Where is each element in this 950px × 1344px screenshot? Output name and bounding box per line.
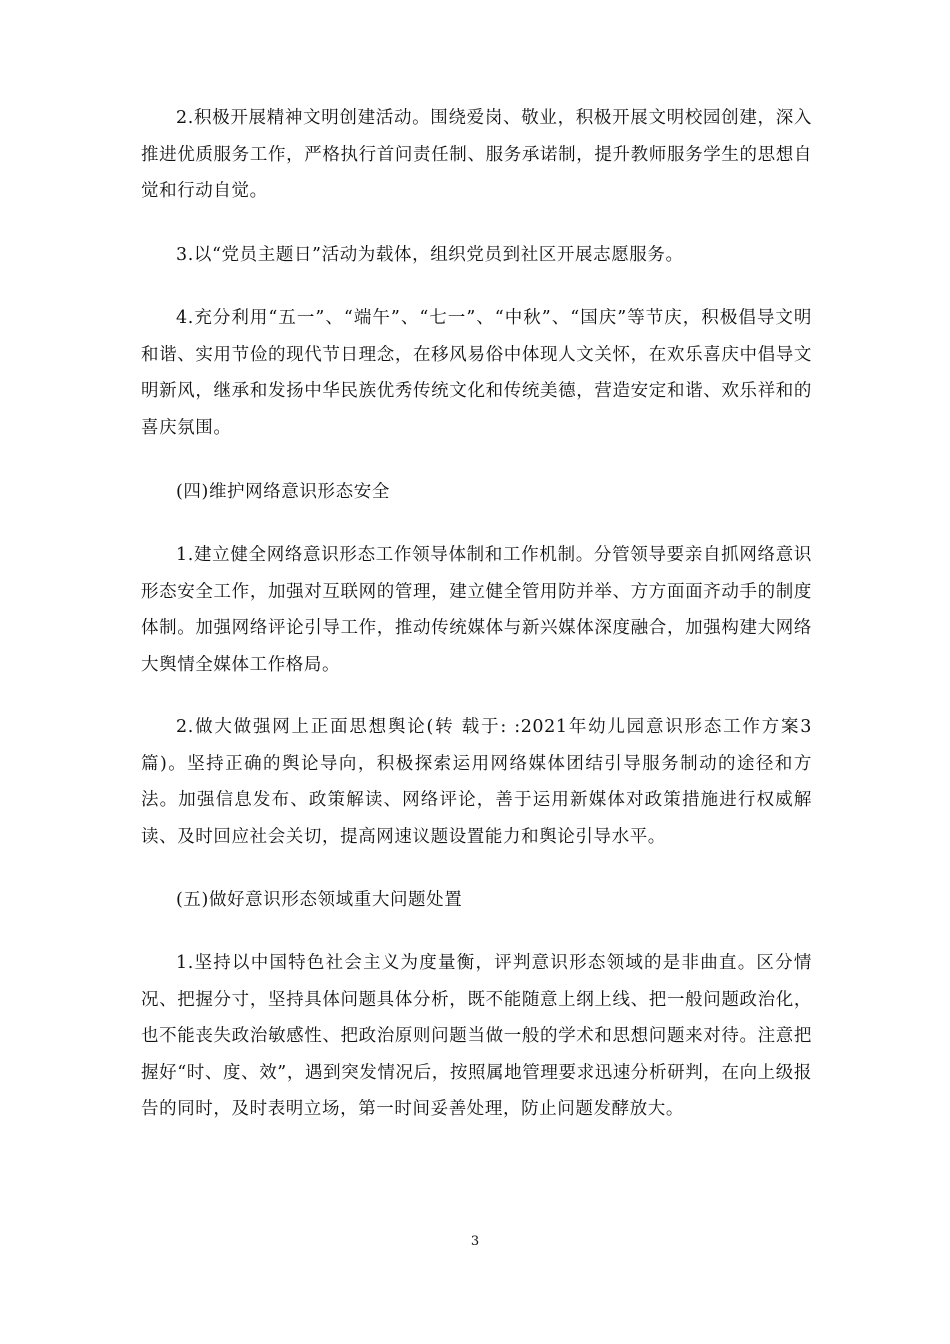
paragraph-party-member-day: 3.以“党员主题日”活动为载体，组织党员到社区开展志愿服务。 [176,245,684,265]
section-heading-major-issues: (五)做好意识形态领域重大问题处置 [176,890,463,910]
paragraph-online-opinion: 2.做大做强网上正面思想舆论(转 载于: :2021年幼儿园意识形态工作方案3篇)。坚持正确的舆论导向，积极探索运用网络媒体团结引导服务制动的途径和方法。加强信息发布、政策解读、网络评论，善于运用新媒体对政策措施进行权威解读、及时回应社会关切，提高网速议题设置能力和舆论引导水平。 [141,717,812,847]
paragraph-festivals: 4.充分利用“五一”、“端午”、“七一”、“中秋”、“国庆”等节庆，积极倡导文明和谐、实用节俭的现代节日理念，在移风易俗中体现人文关怀，在欢乐喜庆中倡导文明新风，继承和发扬中华民族优秀传统文化和传统美德，营造安定和谐、欢乐祥和的喜庆氛围。 [141,308,812,438]
page-number: 3 [470,1234,480,1249]
paragraph-spiritual-civilization: 2.积极开展精神文明创建活动。围绕爱岗、敬业，积极开展文明校园创建，深入推进优质服务工作，严格执行首问责任制、服务承诺制，提升教师服务学生的思想自觉和行动自觉。 [141,108,812,201]
section-heading-network-security: (四)维护网络意识形态安全 [176,482,390,502]
paragraph-issue-handling: 1.坚持以中国特色社会主义为度量衡，评判意识形态领域的是非曲直。区分情况、把握分寸，坚持具体问题具体分析，既不能随意上纲上线、把一般问题政治化，也不能丧失政治敏感性、把政治原则问题当做一般的学术和思想问题来对待。注意把握好“时、度、效”，遇到突发情况后，按照属地管理要求迅速分析研判，在向上级报告的同时，及时表明立场，第一时间妥善处理，防止问题发酵放大。 [141,953,812,1119]
paragraph-network-leadership: 1.建立健全网络意识形态工作领导体制和工作机制。分管领导要亲自抓网络意识形态安全工作，加强对互联网的管理，建立健全管用防并举、方方面面齐动手的制度体制。加强网络评论引导工作，推动传统媒体与新兴媒体深度融合，加强构建大网络大舆情全媒体工作格局。 [141,545,812,675]
